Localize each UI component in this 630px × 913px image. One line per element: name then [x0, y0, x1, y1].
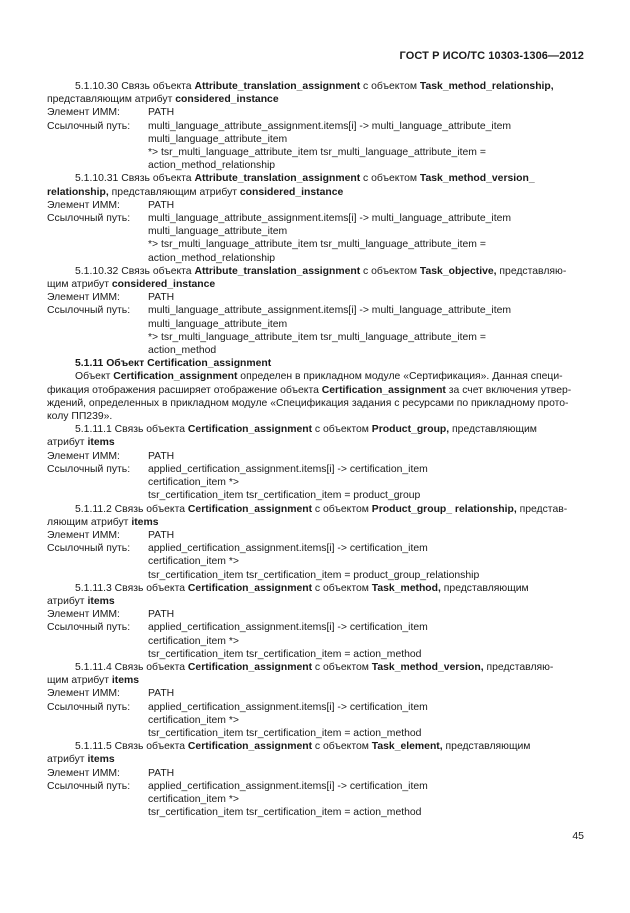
imm-row: Элемент ИММ: PATH [47, 292, 175, 304]
path-line: *> tsr_multi_language_attribute_item tsr_multi_language_attribute_item = [148, 147, 486, 159]
path-line: action_method [148, 345, 217, 357]
imm-row: Элемент ИММ: PATH [47, 529, 175, 541]
path-line: *> tsr_multi_language_attribute_item tsr_multi_language_attribute_item = [148, 331, 486, 343]
section-heading-5-1-11: 5.1.11 Объект Certification_assignment [75, 358, 272, 370]
section-5-1-11-text: колу ПП239». [47, 411, 113, 423]
path-line: tsr_certification_item tsr_certification_item = action_method [148, 807, 422, 819]
clause-5-1-11-4-cont: щим атрибут items [47, 675, 139, 687]
path-line: tsr_certification_item tsr_certification_item = product_group_relationship [148, 569, 480, 581]
clause-5-1-10-32-cont: щим атрибут considered_instance [47, 279, 216, 291]
path-line: certification_item *> [148, 793, 239, 805]
clause-5-1-11-4: 5.1.11.4 Связь объекта Certification_assignment с объектом Task_method_version, представляю- [75, 661, 554, 673]
path-line: certification_item *> [148, 635, 239, 647]
path-line: certification_item *> [148, 556, 239, 568]
clause-5-1-10-30-cont: представляющим атрибут considered_instance [47, 94, 279, 106]
path-line: action_method_relationship [148, 160, 276, 172]
section-5-1-11-text: ждений, определенных в прикладном модуле «Спецификация задания с ресурсами по прикладному прото- [47, 397, 569, 409]
page-number: 45 [572, 830, 584, 842]
path-row: Ссылочный путь: applied_certification_assignment.items[i] -> certification_item [47, 780, 428, 792]
clause-5-1-10-32: 5.1.10.32 Связь объекта Attribute_translation_assignment с объектом Task_objective, представляю- [75, 265, 567, 277]
page-header: ГОСТ Р ИСО/ТС 10303-1306—2012 [399, 50, 584, 62]
path-row: Ссылочный путь: multi_language_attribute_assignment.items[i] -> multi_language_attribute_item [47, 213, 512, 225]
clause-5-1-10-30: 5.1.10.30 Связь объекта Attribute_translation_assignment с объектом Task_method_relationship, [75, 81, 554, 92]
path-line: *> tsr_multi_language_attribute_item tsr_multi_language_attribute_item = [148, 239, 486, 251]
path-line: certification_item *> [148, 477, 239, 489]
clause-5-1-10-31-cont: relationship, представляющим атрибут considered_instance [47, 186, 344, 198]
clause-5-1-11-1-cont: атрибут items [47, 437, 115, 449]
page-content [47, 80, 583, 819]
imm-row: Элемент ИММ: PATH [47, 688, 175, 700]
path-row: Ссылочный путь: applied_certification_assignment.items[i] -> certification_item [47, 543, 428, 555]
imm-row: Элемент ИММ: PATH [47, 107, 175, 119]
path-row: Ссылочный путь: applied_certification_assignment.items[i] -> certification_item [47, 463, 428, 475]
clause-5-1-11-5: 5.1.11.5 Связь объекта Certification_assignment с объектом Task_element, представляющим [75, 741, 531, 753]
path-line: multi_language_attribute_item [148, 133, 288, 145]
imm-row: Элемент ИММ: PATH [47, 199, 175, 211]
imm-row: Элемент ИММ: PATH [47, 450, 175, 462]
clause-5-1-11-1: 5.1.11.1 Связь объекта Certification_assignment с объектом Product_group, представляющим [75, 424, 537, 436]
path-line: multi_language_attribute_item [148, 318, 288, 330]
clause-5-1-11-3: 5.1.11.3 Связь объекта Certification_assignment с объектом Task_method, представляющим [75, 582, 529, 594]
path-row: Ссылочный путь: multi_language_attribute_assignment.items[i] -> multi_language_attribute_item [47, 305, 512, 317]
clause-5-1-10-31: 5.1.10.31 Связь объекта Attribute_translation_assignment с объектом Task_method_version_ [75, 173, 535, 185]
path-line: action_method_relationship [148, 252, 276, 264]
path-line: certification_item *> [148, 714, 239, 726]
path-line: multi_language_attribute_item [148, 226, 288, 238]
path-line: tsr_certification_item tsr_certification_item = action_method [148, 727, 422, 739]
section-5-1-11-text: Объект Certification_assignment определен в прикладном модуле «Сертификация». Данная специ- [75, 371, 563, 383]
clause-5-1-11-5-cont: атрибут items [47, 754, 115, 766]
imm-row: Элемент ИММ: PATH [47, 767, 175, 779]
path-line: tsr_certification_item tsr_certification_item = product_group [148, 490, 421, 502]
clause-5-1-11-2: 5.1.11.2 Связь объекта Certification_assignment с объектом Product_group_ relationship, представ- [75, 503, 568, 515]
path-row: Ссылочный путь: applied_certification_assignment.items[i] -> certification_item [47, 701, 428, 713]
path-line: tsr_certification_item tsr_certification_item = action_method [148, 648, 422, 660]
path-row: Ссылочный путь: multi_language_attribute_assignment.items[i] -> multi_language_attribute_item [47, 120, 512, 132]
path-row: Ссылочный путь: applied_certification_assignment.items[i] -> certification_item [47, 622, 428, 634]
clause-5-1-11-3-cont: атрибут items [47, 595, 115, 607]
section-5-1-11-text: фикация отображения расширяет отображение объекта Certification_assignment за счет включения утвер- [47, 384, 572, 396]
clause-5-1-11-2-cont: ляющим атрибут items [47, 516, 159, 528]
imm-row: Элемент ИММ: PATH [47, 609, 175, 621]
